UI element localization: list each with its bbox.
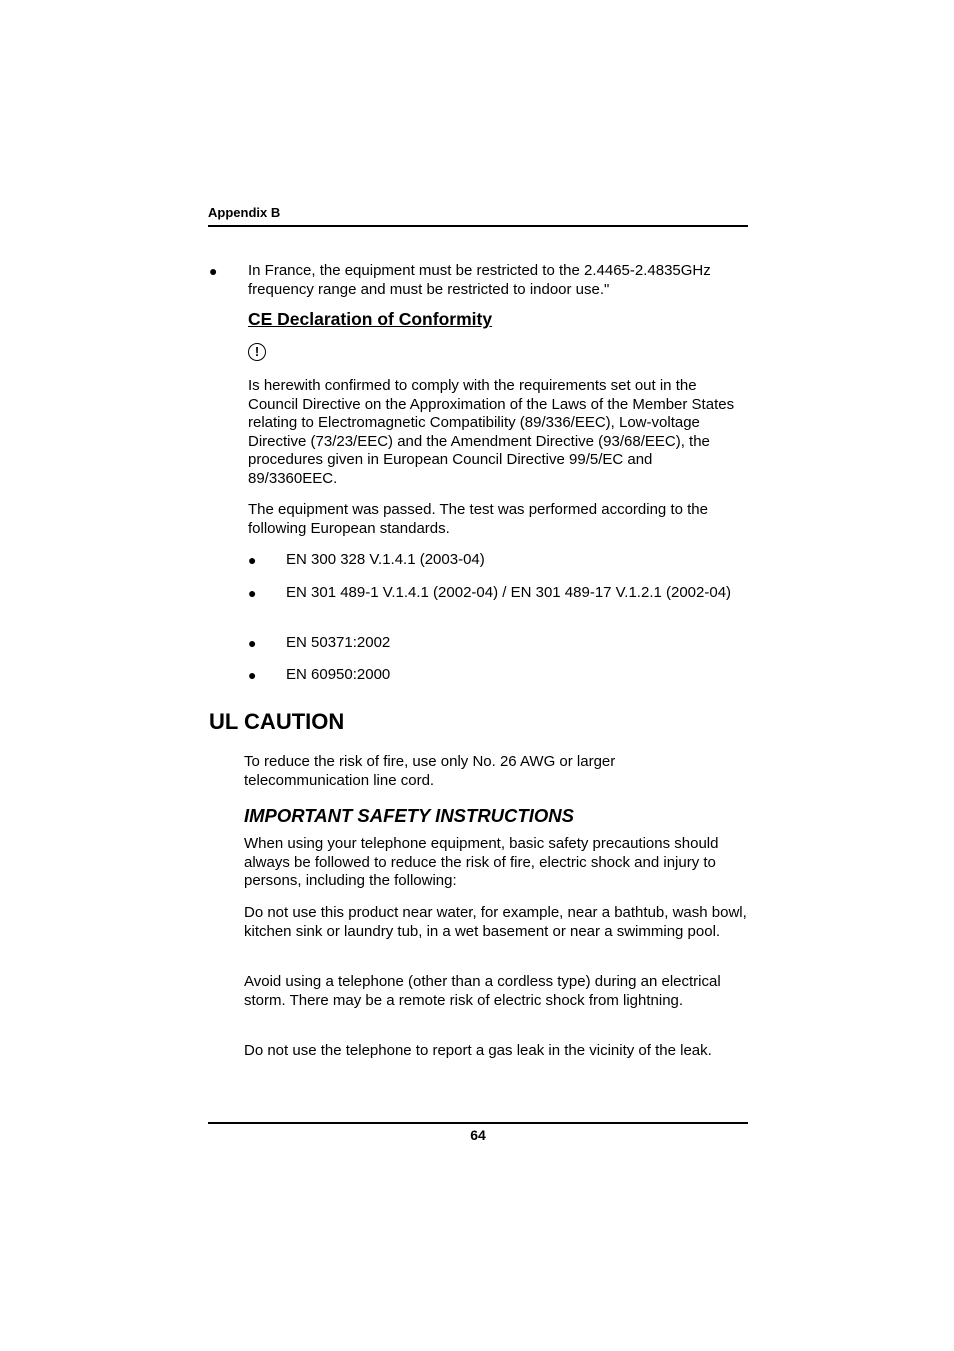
page-number: 64 — [470, 1127, 486, 1143]
bullet-icon: ● — [248, 552, 257, 568]
ce-compliance-paragraph: Is herewith confirmed to comply with the requirements set out in the Council Directive on the Approximation of the Laws of the Member States relating to Electromagnetic Compatibility (89/336/EEC), Low-voltage Directive (73/23/EEC) and the Amendment Directive (93/68/EEC), the procedures given in European Council Directive 99/5/EC and 89/3360EEC. — [248, 377, 735, 487]
bullet-icon: ● — [248, 585, 257, 601]
page-header — [208, 204, 748, 227]
safety-paragraph: Do not use this product near water, for example, near a bathtub, wash bowl, kitchen sink or laundry tub, in a wet basement or near a swimming pool. — [244, 904, 747, 940]
safety-instructions-title: IMPORTANT SAFETY INSTRUCTIONS — [244, 805, 574, 826]
ul-caution-paragraph: To reduce the risk of fire, use only No. 26 AWG or larger telecommunication line cord. — [244, 753, 616, 789]
standard-item: EN 50371:2002 — [286, 634, 391, 651]
standard-item: EN 300 328 V.1.4.1 (2003-04) — [286, 551, 485, 568]
safety-paragraph: Avoid using a telephone (other than a cordless type) during an electrical storm. There may be a remote risk of electric shock from lightning. — [244, 973, 721, 1009]
ce-alert-mark-icon: ! — [248, 343, 266, 361]
standard-item: EN 301 489-1 V.1.4.1 (2002-04) / EN 301 489-17 V.1.2.1 (2002-04) — [286, 584, 732, 601]
safety-paragraph: When using your telephone equipment, basic safety precautions should always be followed to reduce the risk of fire, electric shock and injury to persons, including the following: — [244, 835, 719, 889]
bullet-icon: ● — [248, 667, 257, 683]
standard-item: EN 60950:2000 — [286, 666, 391, 683]
bullet-icon: ● — [209, 263, 218, 279]
ce-test-paragraph: The equipment was passed. The test was performed according to the following European standards. — [248, 501, 708, 537]
ce-declaration-title: CE Declaration of Conformity — [248, 309, 493, 329]
bullet-icon: ● — [248, 635, 257, 651]
appendix-label: Appendix B — [208, 205, 281, 220]
france-restriction-text: In France, the equipment must be restricted to the 2.4465-2.4835GHz frequency range and must be restricted to indoor use." — [248, 262, 711, 298]
page-footer — [208, 1122, 748, 1145]
safety-paragraph: Do not use the telephone to report a gas leak in the vicinity of the leak. — [244, 1042, 712, 1059]
ul-caution-title: UL CAUTION — [209, 709, 345, 734]
